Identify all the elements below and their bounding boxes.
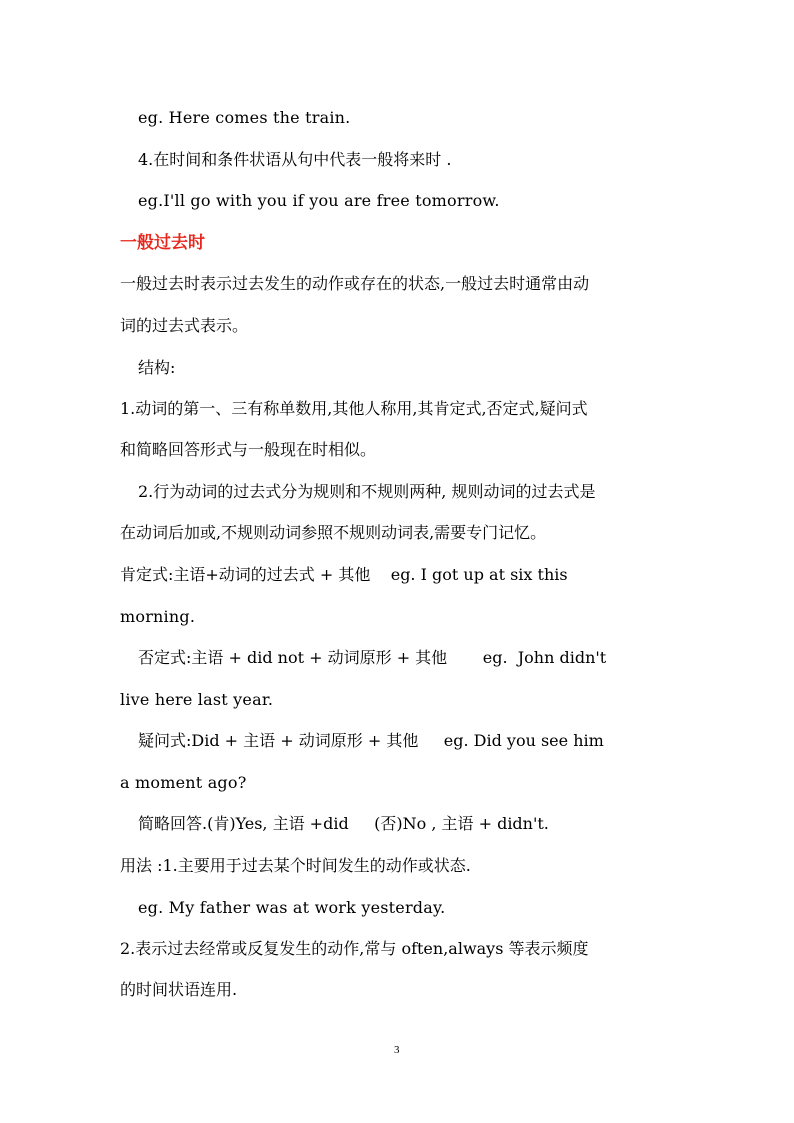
- section-heading: 一般过去时: [120, 233, 205, 253]
- affirmative-form: 肯定式:主语+动词的过去式 + 其他 eg. I got up at six this: [120, 565, 568, 584]
- example-line: eg. Here comes the train.: [138, 108, 351, 127]
- question-form: 疑问式:Did + 主语 + 动词原形 + 其他 eg. Did you see him: [138, 731, 604, 750]
- rule-item-4: 4.在时间和条件状语从句中代表一般将来时 .: [138, 150, 452, 169]
- example-line: eg.I'll go with you if you are free tomorrow.: [138, 191, 500, 210]
- paragraph-line: morning.: [120, 607, 196, 626]
- paragraph-line: a moment ago?: [120, 773, 247, 792]
- paragraph-line: 1.动词的第一、三有称单数用,其他人称用,其肯定式,否定式,疑问式: [120, 399, 588, 418]
- negative-form: 否定式:主语 + did not + 动词原形 + 其他 eg. John didn't: [138, 648, 607, 667]
- short-answer: 简略回答.(肯)Yes, 主语 +did (否)No , 主语 + didn't.: [138, 814, 549, 833]
- paragraph-line: 一般过去时表示过去发生的动作或存在的状态,一般过去时通常由动: [120, 274, 590, 293]
- paragraph-line: live here last year.: [120, 690, 274, 709]
- usage-line: 的时间状语连用.: [120, 980, 238, 999]
- usage-line: 2.表示过去经常或反复发生的动作,常与 often,always 等表示频度: [120, 939, 589, 958]
- page-number: 3: [394, 1044, 400, 1056]
- paragraph-line: 词的过去式表示。: [120, 316, 249, 335]
- paragraph-line: 2.行为动词的过去式分为规则和不规则两种, 规则动词的过去式是: [138, 482, 596, 501]
- paragraph-line: 在动词后加或,不规则动词参照不规则动词表,需要专门记忆。: [120, 523, 547, 542]
- example-line: eg. My father was at work yesterday.: [138, 898, 446, 917]
- usage-line: 用法 :1.主要用于过去某个时间发生的动作或状态.: [120, 856, 471, 875]
- paragraph-line: 和简略回答形式与一般现在时相似。: [120, 440, 377, 459]
- structure-label: 结构:: [138, 358, 176, 377]
